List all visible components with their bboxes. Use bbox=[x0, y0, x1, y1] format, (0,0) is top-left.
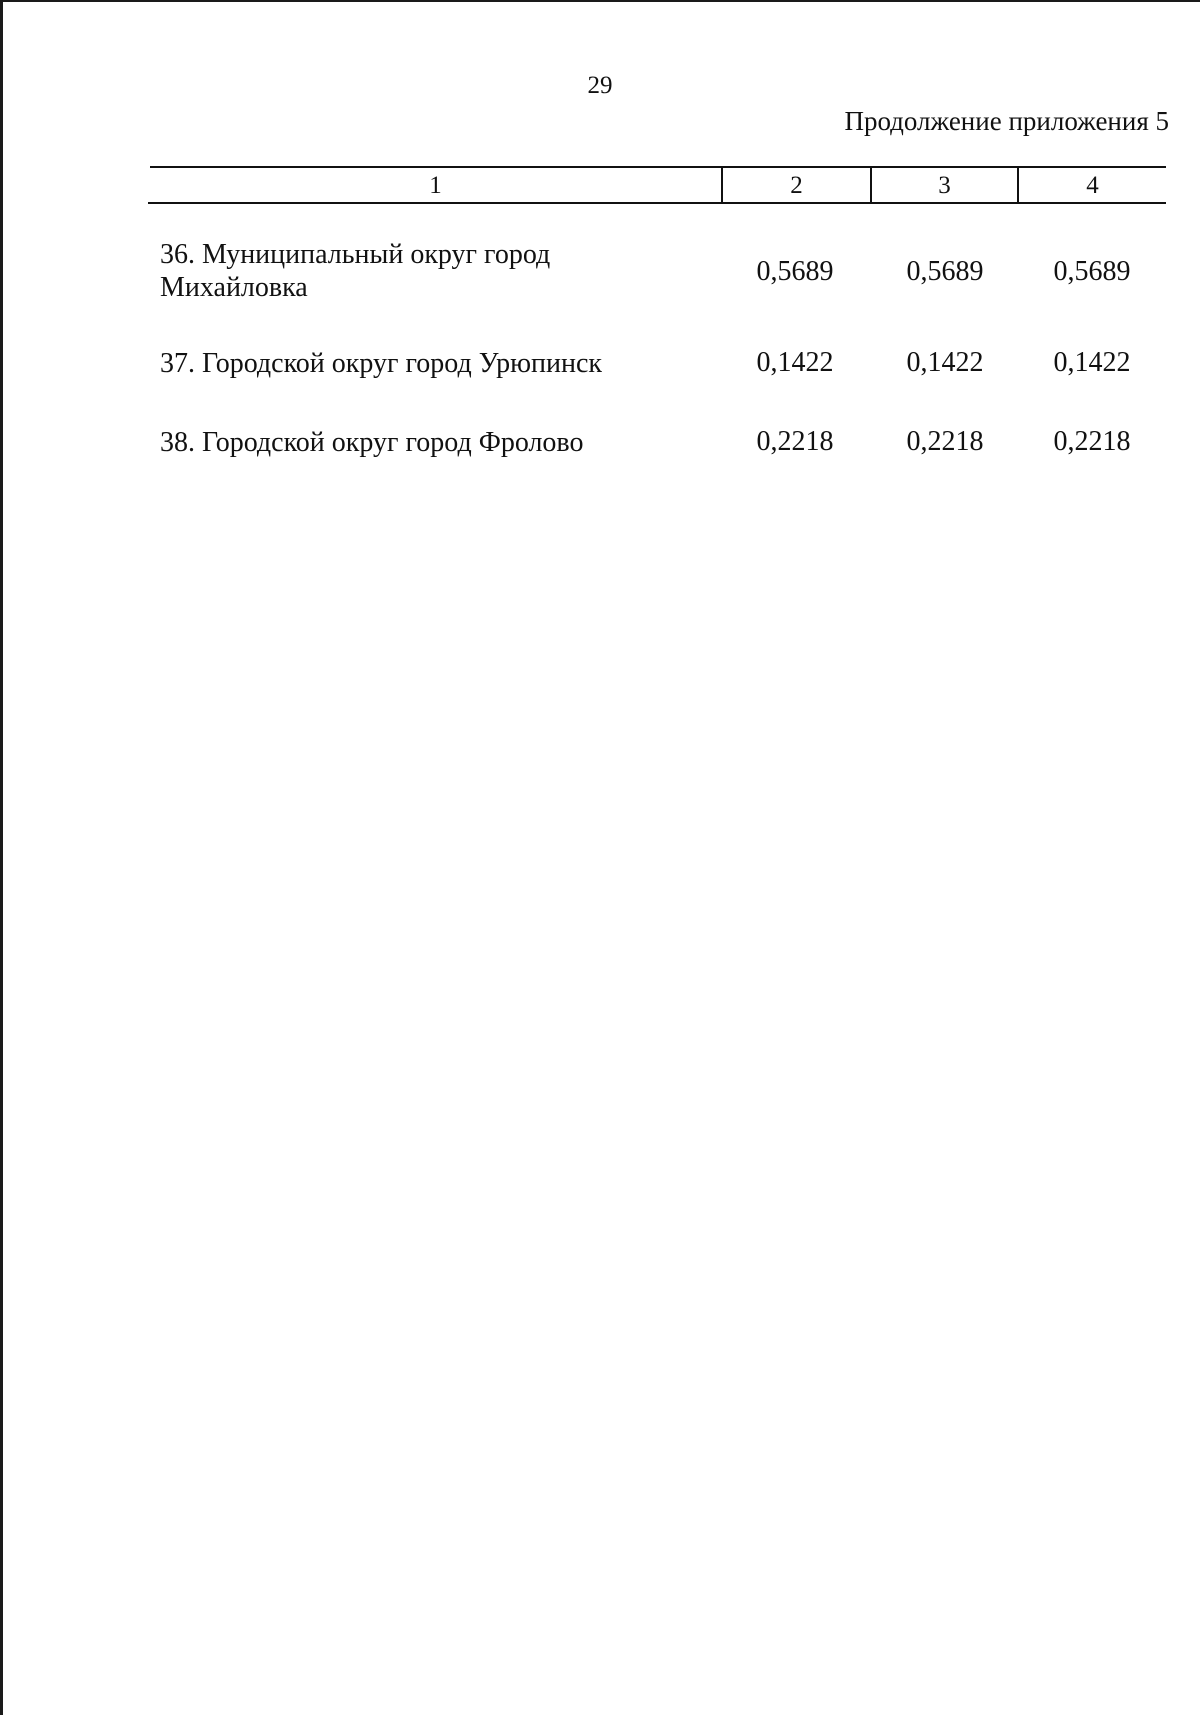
header-cell-3: 3 bbox=[938, 172, 951, 199]
scan-edge-left bbox=[0, 0, 3, 1715]
table-row bbox=[160, 238, 1166, 308]
scan-edge-top bbox=[0, 0, 1200, 2]
header-rule-bottom bbox=[148, 202, 1166, 204]
header-cell-2: 2 bbox=[790, 172, 803, 199]
header-cell-1: 1 bbox=[429, 172, 442, 199]
appendix-caption: Продолжение приложения 5 bbox=[844, 106, 1169, 136]
table-row bbox=[160, 426, 1166, 466]
row-value-col3: 0,1422 bbox=[906, 347, 984, 378]
row-value-col2: 0,1422 bbox=[756, 347, 834, 378]
row-value-col3: 0,5689 bbox=[906, 256, 984, 287]
header-cell-4: 4 bbox=[1086, 172, 1099, 199]
page-number: 29 bbox=[587, 72, 613, 99]
row-value-col4: 0,1422 bbox=[1053, 347, 1131, 378]
table-row bbox=[160, 347, 1166, 387]
row-value-col4: 0,5689 bbox=[1053, 256, 1131, 287]
row-value-col2: 0,5689 bbox=[756, 256, 834, 287]
row-name: 38. Городской округ город Фролово bbox=[160, 427, 584, 458]
row-name: 37. Городской округ город Урюпинск bbox=[160, 348, 602, 379]
header-rule-top bbox=[150, 166, 1166, 168]
row-value-col3: 0,2218 bbox=[906, 426, 984, 457]
row-name: 36. Муниципальный округ город Михайловка bbox=[160, 239, 551, 303]
table-header bbox=[150, 166, 1166, 204]
row-value-col4: 0,2218 bbox=[1053, 426, 1131, 457]
row-value-col2: 0,2218 bbox=[756, 426, 834, 457]
